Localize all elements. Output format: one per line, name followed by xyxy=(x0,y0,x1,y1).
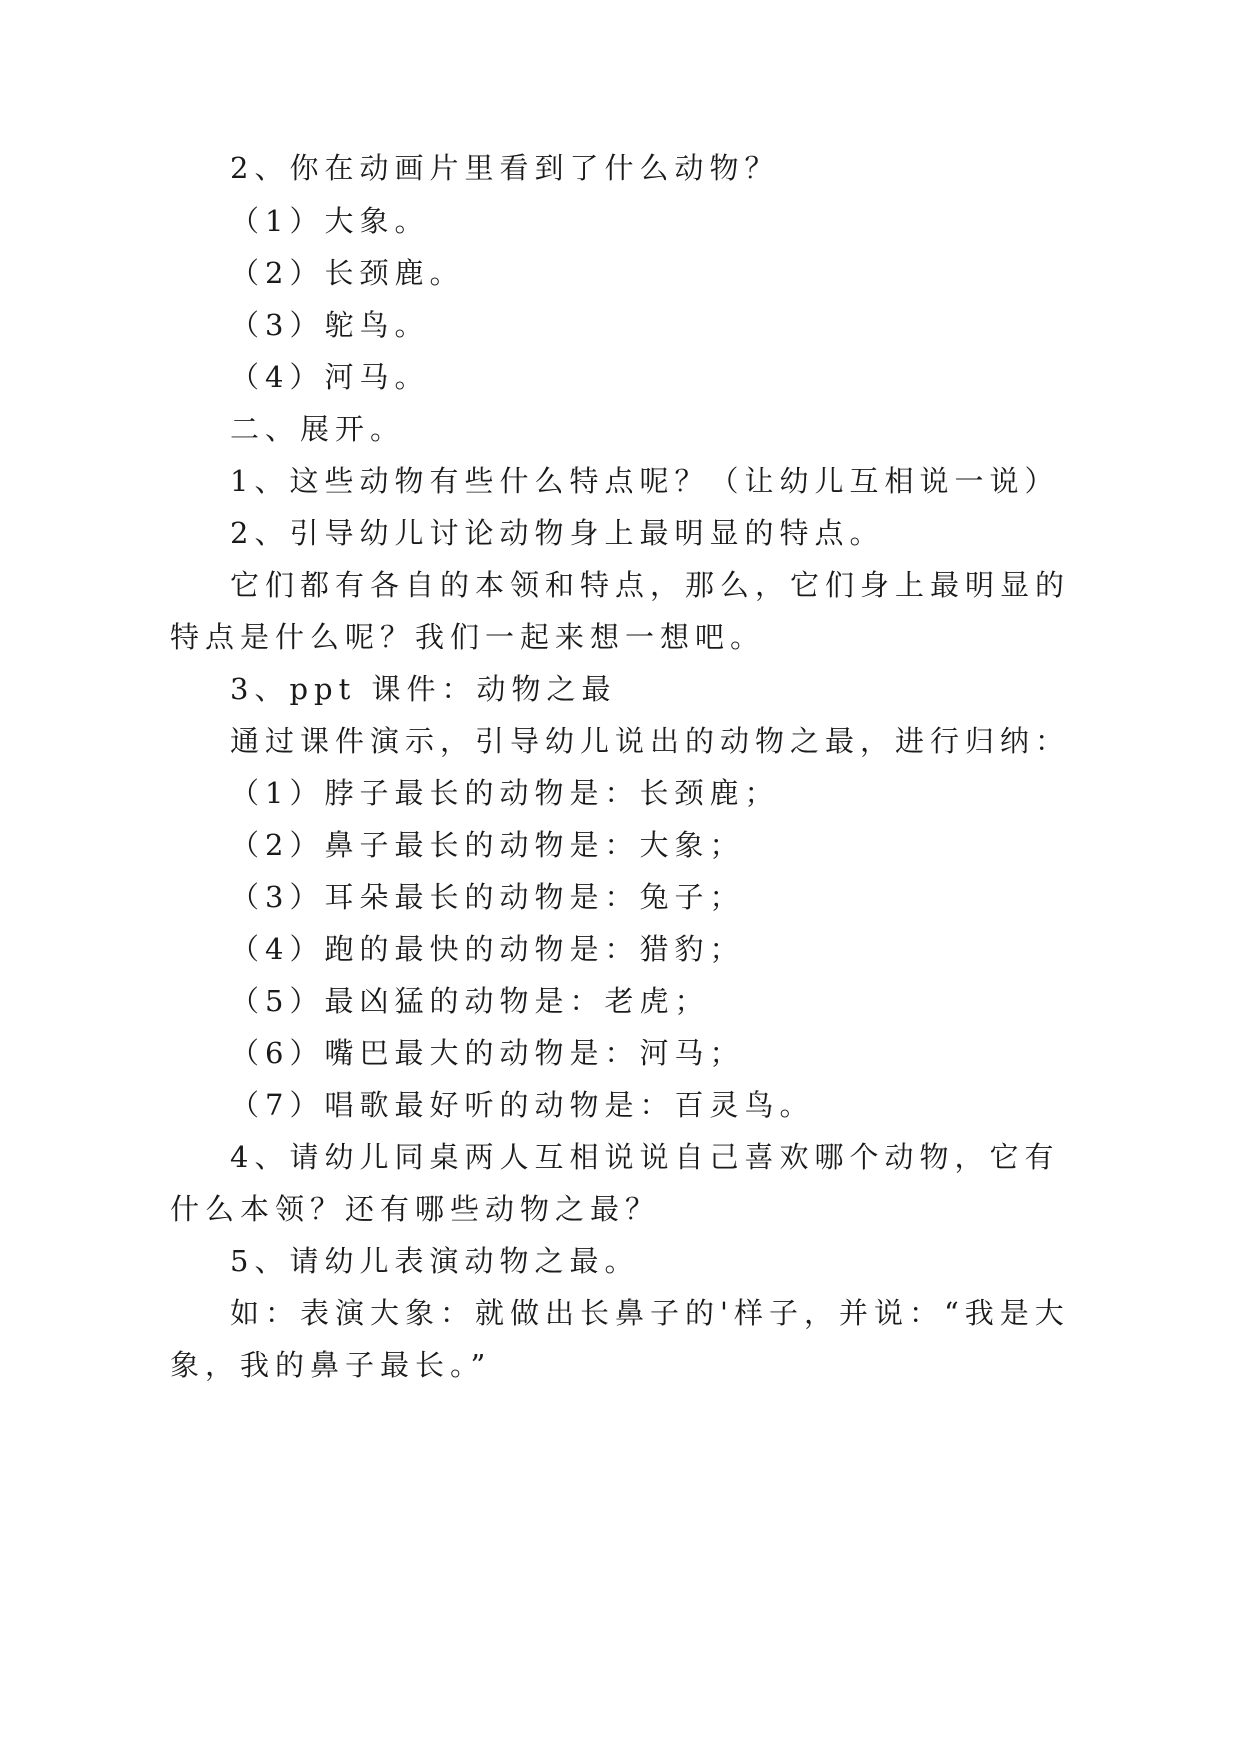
text-line: 3、ppt 课件：动物之最 xyxy=(230,672,617,706)
paragraph-line: 它们都有各自的本领和特点，那么，它们身上最明显的 xyxy=(230,568,1071,602)
paragraph-line: 4、请幼儿同桌两人互相说说自己喜欢哪个动物，它有 xyxy=(230,1140,1060,1174)
list-item: （1）脖子最长的动物是：长颈鹿； xyxy=(230,776,780,810)
paragraph-line: 如：表演大象：就做出长鼻子的'样子，并说：“我是大 xyxy=(230,1296,1070,1330)
list-item: （6）嘴巴最大的动物是：河马； xyxy=(230,1036,745,1070)
text-line: 2、引导幼儿讨论动物身上最明显的特点。 xyxy=(230,516,885,550)
list-item: （1）大象。 xyxy=(230,204,430,238)
text-line: 5、请幼儿表演动物之最。 xyxy=(230,1244,640,1278)
paragraph-line: 什么本领？还有哪些动物之最？ xyxy=(170,1192,661,1226)
section-heading: 二、展开。 xyxy=(230,412,406,446)
text-line: 1、这些动物有些什么特点呢？（让幼儿互相说一说） xyxy=(230,464,1060,498)
list-item: （5）最凶猛的动物是：老虎； xyxy=(230,984,710,1018)
paragraph-line: 象，我的鼻子最长。” xyxy=(170,1348,492,1382)
paragraph-line: 特点是什么呢？我们一起来想一想吧。 xyxy=(170,620,766,654)
list-item: （3）鸵鸟。 xyxy=(230,308,430,342)
list-item: （2）鼻子最长的动物是：大象； xyxy=(230,828,745,862)
list-item: （3）耳朵最长的动物是：兔子； xyxy=(230,880,745,914)
list-item: （2）长颈鹿。 xyxy=(230,256,465,290)
list-item: （4）河马。 xyxy=(230,360,430,394)
text-line: 通过课件演示，引导幼儿说出的动物之最，进行归纳： xyxy=(230,724,1071,758)
list-item: （7）唱歌最好听的动物是：百灵鸟。 xyxy=(230,1088,815,1122)
text-line: 2、你在动画片里看到了什么动物？ xyxy=(230,151,780,185)
list-item: （4）跑的最快的动物是：猎豹； xyxy=(230,932,745,966)
